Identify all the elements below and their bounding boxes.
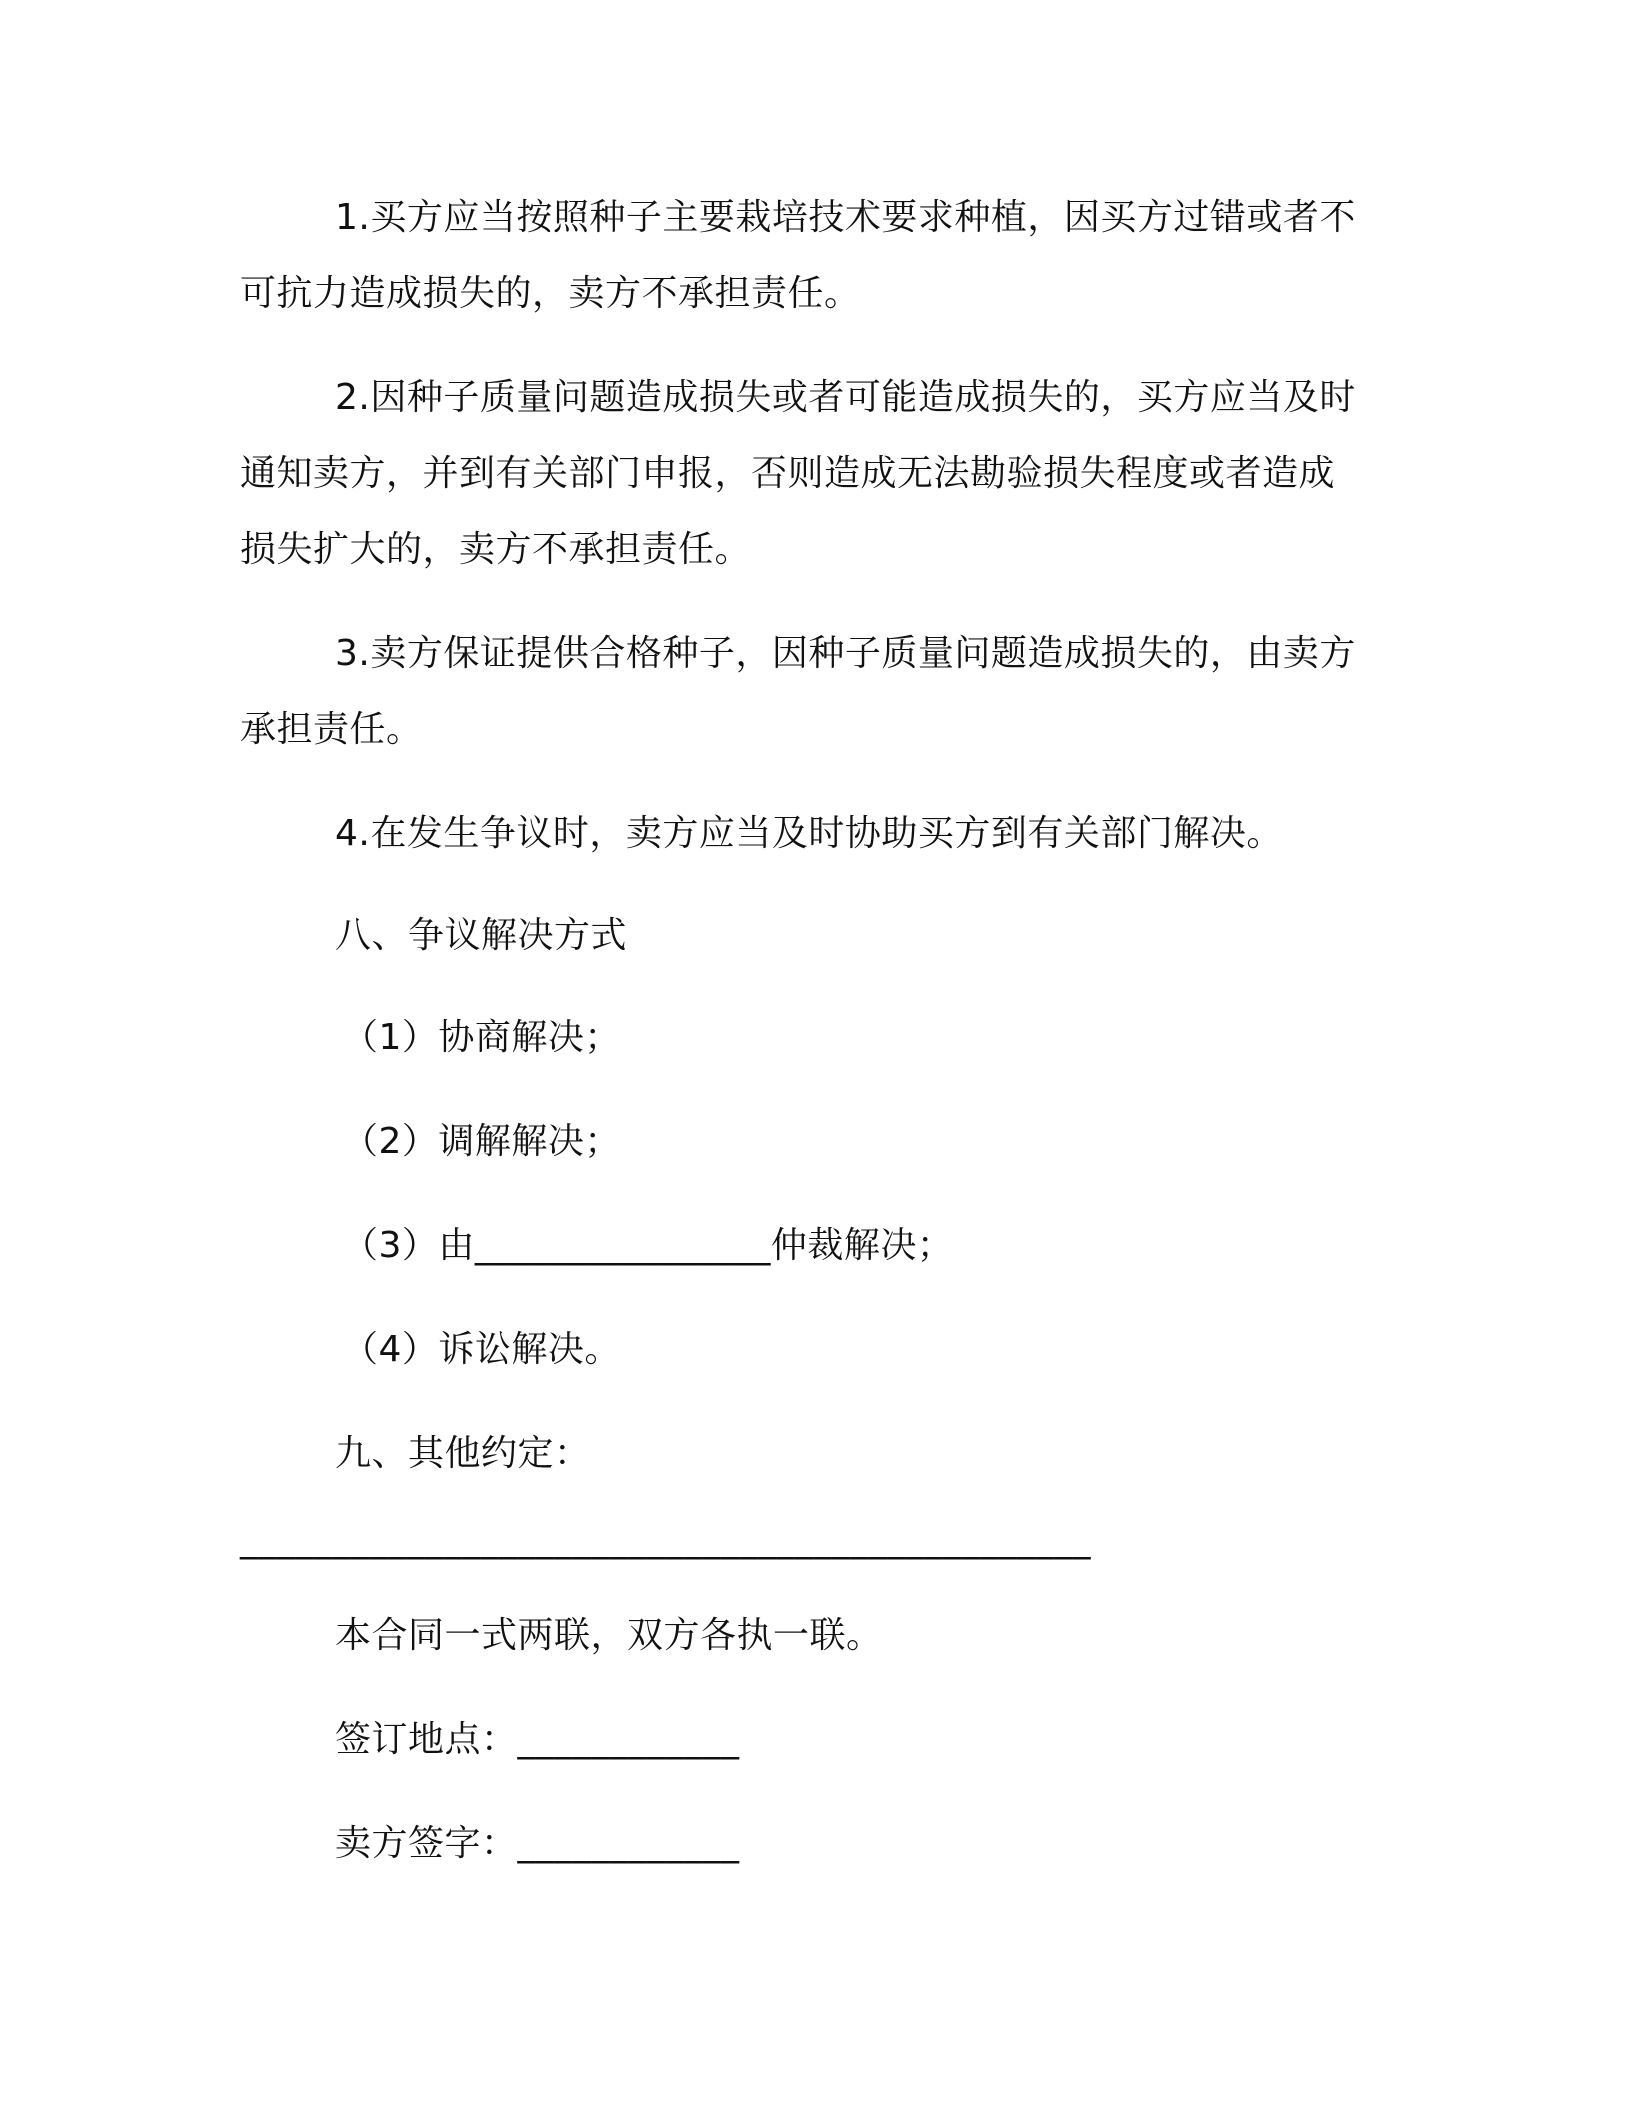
clause-1-line-1: 1.买方应当按照种子主要栽培技术要求种植，因买方过错或者不 xyxy=(335,197,1356,238)
copies-statement: 本合同一式两联，双方各执一联。 xyxy=(335,1615,883,1656)
section-8-item-4: （4）诉讼解决。 xyxy=(342,1329,621,1370)
clause-2-line-2: 通知卖方，并到有关部门申报，否则造成无法勘验损失程度或者造成 xyxy=(240,453,1336,494)
section-8-item-3: （3）由________________仲裁解决； xyxy=(342,1225,954,1266)
signing-place-field: 签订地点：____________ xyxy=(335,1719,740,1760)
clause-3-line-1: 3.卖方保证提供合格种子，因种子质量问题造成损失的，由卖方 xyxy=(335,633,1356,674)
section-8-item-2: （2）调解解决； xyxy=(342,1121,621,1162)
clause-2-line-1: 2.因种子质量问题造成损失或者可能造成损失的，买方应当及时 xyxy=(335,377,1356,418)
section-9-heading: 九、其他约定： xyxy=(335,1433,591,1474)
section-9-blank-line: ______________________________________________ xyxy=(240,1519,1091,1560)
section-8-heading: 八、争议解决方式 xyxy=(335,915,628,956)
section-8-item-1: （1）协商解决； xyxy=(342,1017,621,1058)
clause-3-line-2: 承担责任。 xyxy=(240,709,423,750)
clause-2-line-3: 损失扩大的，卖方不承担责任。 xyxy=(240,529,752,570)
clause-4-line-1: 4.在发生争议时，卖方应当及时协助买方到有关部门解决。 xyxy=(335,813,1283,854)
seller-signature-field: 卖方签字：____________ xyxy=(335,1823,740,1864)
clause-1-line-2: 可抗力造成损失的，卖方不承担责任。 xyxy=(240,273,861,314)
